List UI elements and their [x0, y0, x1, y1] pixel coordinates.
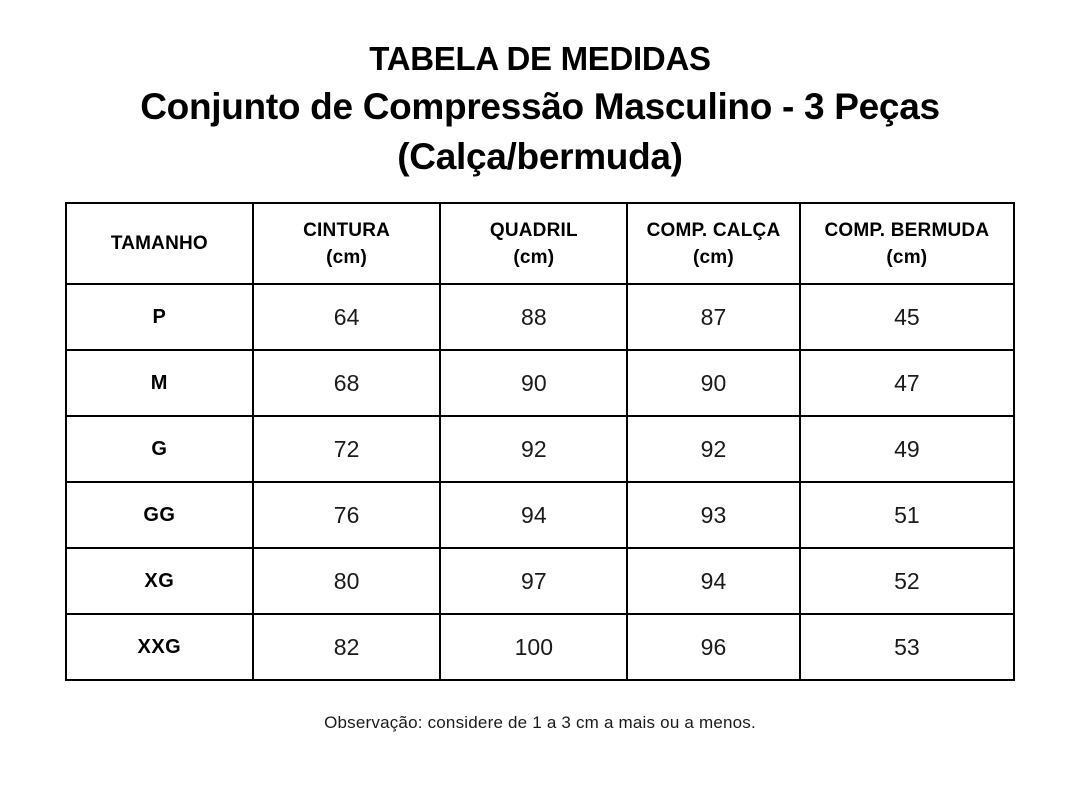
- size-cell: G: [66, 416, 253, 482]
- header-tamanho: [66, 203, 253, 284]
- size-chart-table: [65, 202, 1015, 681]
- comp-calca-cell: 92: [627, 416, 800, 482]
- header-comp-bermuda-label: COMP. BERMUDA: [824, 219, 990, 241]
- header-cintura: [253, 203, 441, 284]
- comp-calca-cell: 90: [627, 350, 800, 416]
- header-comp-calca-label: COMP. CALÇA: [646, 219, 781, 241]
- size-cell: P: [66, 284, 253, 350]
- header-comp-bermuda: [800, 203, 1014, 284]
- page-title: [0, 0, 1080, 182]
- comp-bermuda-cell: 47: [800, 350, 1014, 416]
- comp-bermuda-cell: 49: [800, 416, 1014, 482]
- table-row-xxg: [66, 614, 1014, 680]
- title-product: Conjunto de Compressão Masculino - 3 Peças: [140, 86, 940, 127]
- table-row-xg: [66, 548, 1014, 614]
- cintura-cell: 80: [253, 548, 441, 614]
- header-quadril: [440, 203, 627, 284]
- cintura-cell: 68: [253, 350, 441, 416]
- table-row-gg: [66, 482, 1014, 548]
- comp-bermuda-cell: 52: [800, 548, 1014, 614]
- comp-calca-cell: 96: [627, 614, 800, 680]
- comp-bermuda-cell: 51: [800, 482, 1014, 548]
- title-variant: (Calça/bermuda): [397, 136, 683, 177]
- size-cell: GG: [66, 482, 253, 548]
- size-cell: XXG: [66, 614, 253, 680]
- header-tamanho-label: TAMANHO: [110, 233, 208, 254]
- observation-note: Observação: considere de 1 a 3 cm a mais ou a menos.: [324, 713, 756, 732]
- quadril-cell: 88: [440, 284, 627, 350]
- table-row-m: [66, 350, 1014, 416]
- cintura-cell: 64: [253, 284, 441, 350]
- cintura-cell: 76: [253, 482, 441, 548]
- header-cintura-label: CINTURA: [303, 219, 391, 241]
- comp-bermuda-cell: 53: [800, 614, 1014, 680]
- table-row-p: [66, 284, 1014, 350]
- header-quadril-label: QUADRIL: [489, 219, 578, 241]
- quadril-cell: 92: [440, 416, 627, 482]
- size-cell: XG: [66, 548, 253, 614]
- quadril-cell: 90: [440, 350, 627, 416]
- table-row-g: [66, 416, 1014, 482]
- comp-calca-cell: 93: [627, 482, 800, 548]
- quadril-cell: 94: [440, 482, 627, 548]
- header-comp-bermuda-unit: (cm): [886, 246, 928, 268]
- comp-bermuda-cell: 45: [800, 284, 1014, 350]
- comp-calca-cell: 87: [627, 284, 800, 350]
- table-header-row: [66, 203, 1014, 284]
- cintura-cell: 82: [253, 614, 441, 680]
- header-cintura-unit: (cm): [326, 246, 368, 268]
- quadril-cell: 100: [440, 614, 627, 680]
- comp-calca-cell: 94: [627, 548, 800, 614]
- quadril-cell: 97: [440, 548, 627, 614]
- header-comp-calca-unit: (cm): [693, 246, 734, 268]
- title-main: TABELA DE MEDIDAS: [369, 40, 711, 77]
- cintura-cell: 72: [253, 416, 441, 482]
- header-comp-calca: [627, 203, 800, 284]
- header-quadril-unit: (cm): [513, 246, 555, 268]
- size-cell: M: [66, 350, 253, 416]
